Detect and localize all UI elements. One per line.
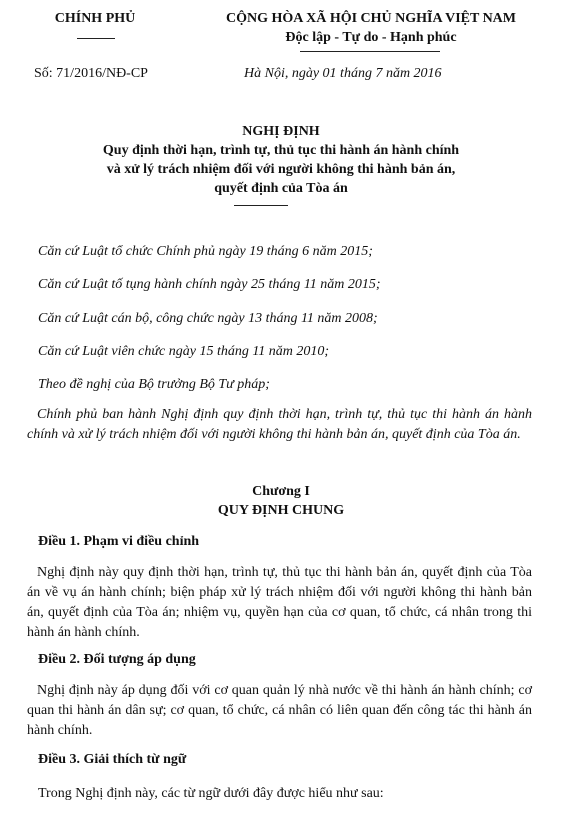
document-type: NGHỊ ĐỊNH — [242, 124, 320, 139]
legal-basis-3: Căn cứ Luật cán bộ, công chức ngày 13 tháng 11 năm 2008; — [38, 311, 378, 326]
legal-basis-5: Theo đề nghị của Bộ trưởng Bộ Tư pháp; — [38, 377, 270, 392]
preamble: Chính phủ ban hành Nghị định quy định thời hạn, trình tự, thủ tục thi hành án hành chính và xử lý trách nhiệm đối với người không thi hành bản án, quyết định của Tòa án. — [27, 407, 532, 442]
article-3-heading: Điều 3. Giải thích từ ngữ — [38, 752, 187, 767]
legal-basis-1: Căn cứ Luật tổ chức Chính phủ ngày 19 tháng 6 năm 2015; — [38, 244, 373, 259]
place-date: Hà Nội, ngày 01 tháng 7 năm 2016 — [244, 66, 442, 81]
legal-basis-4: Căn cứ Luật viên chức ngày 15 tháng 11 năm 2010; — [38, 344, 330, 359]
motto-underline — [300, 51, 440, 52]
article-1-body: Nghị định này quy định thời hạn, trình tự, thủ tục thi hành bản án, quyết định của Tòa án về vụ án hành chính; biện pháp xử lý trách nhiệm đối với người không thi hành bản án, quyết định của Tòa án; nhiệm vụ, quyền hạn của cơ quan, tổ chức, cá nhân trong thi hành án hành chính. — [27, 565, 532, 640]
issuing-agency: CHÍNH PHỦ — [54, 11, 136, 26]
country-name: CỘNG HÒA XÃ HỘI CHỦ NGHĨA VIỆT NAM — [225, 11, 516, 26]
article-2-body: Nghị định này áp dụng đối với cơ quan quản lý nhà nước về thi hành án hành chính; cơ quan thi hành án dân sự; cơ quan, tổ chức, cá nhân có liên quan đến công tác thi hành án hành chính. — [27, 683, 532, 738]
national-motto: Độc lập - Tự do - Hạnh phúc — [285, 30, 457, 45]
title-line-2: và xử lý trách nhiệm đối với người không thi hành bản án, — [106, 162, 456, 177]
chapter-number: Chương I — [252, 484, 310, 499]
article-2-heading: Điều 2. Đối tượng áp dụng — [38, 652, 196, 667]
document-number: Số: 71/2016/NĐ-CP — [34, 66, 148, 81]
chapter-name: QUY ĐỊNH CHUNG — [217, 503, 345, 518]
title-line-1: Quy định thời hạn, trình tự, thủ tục thi hành án hành chính — [102, 143, 460, 158]
article-1-heading: Điều 1. Phạm vi điều chỉnh — [38, 534, 200, 549]
legal-basis-2: Căn cứ Luật tố tụng hành chính ngày 25 tháng 11 năm 2015; — [38, 277, 381, 292]
title-line-3: quyết định của Tòa án — [214, 181, 348, 196]
article-3-body: Trong Nghị định này, các từ ngữ dưới đây được hiểu như sau: — [38, 786, 384, 801]
title-underline — [234, 205, 288, 206]
agency-underline — [77, 38, 115, 39]
